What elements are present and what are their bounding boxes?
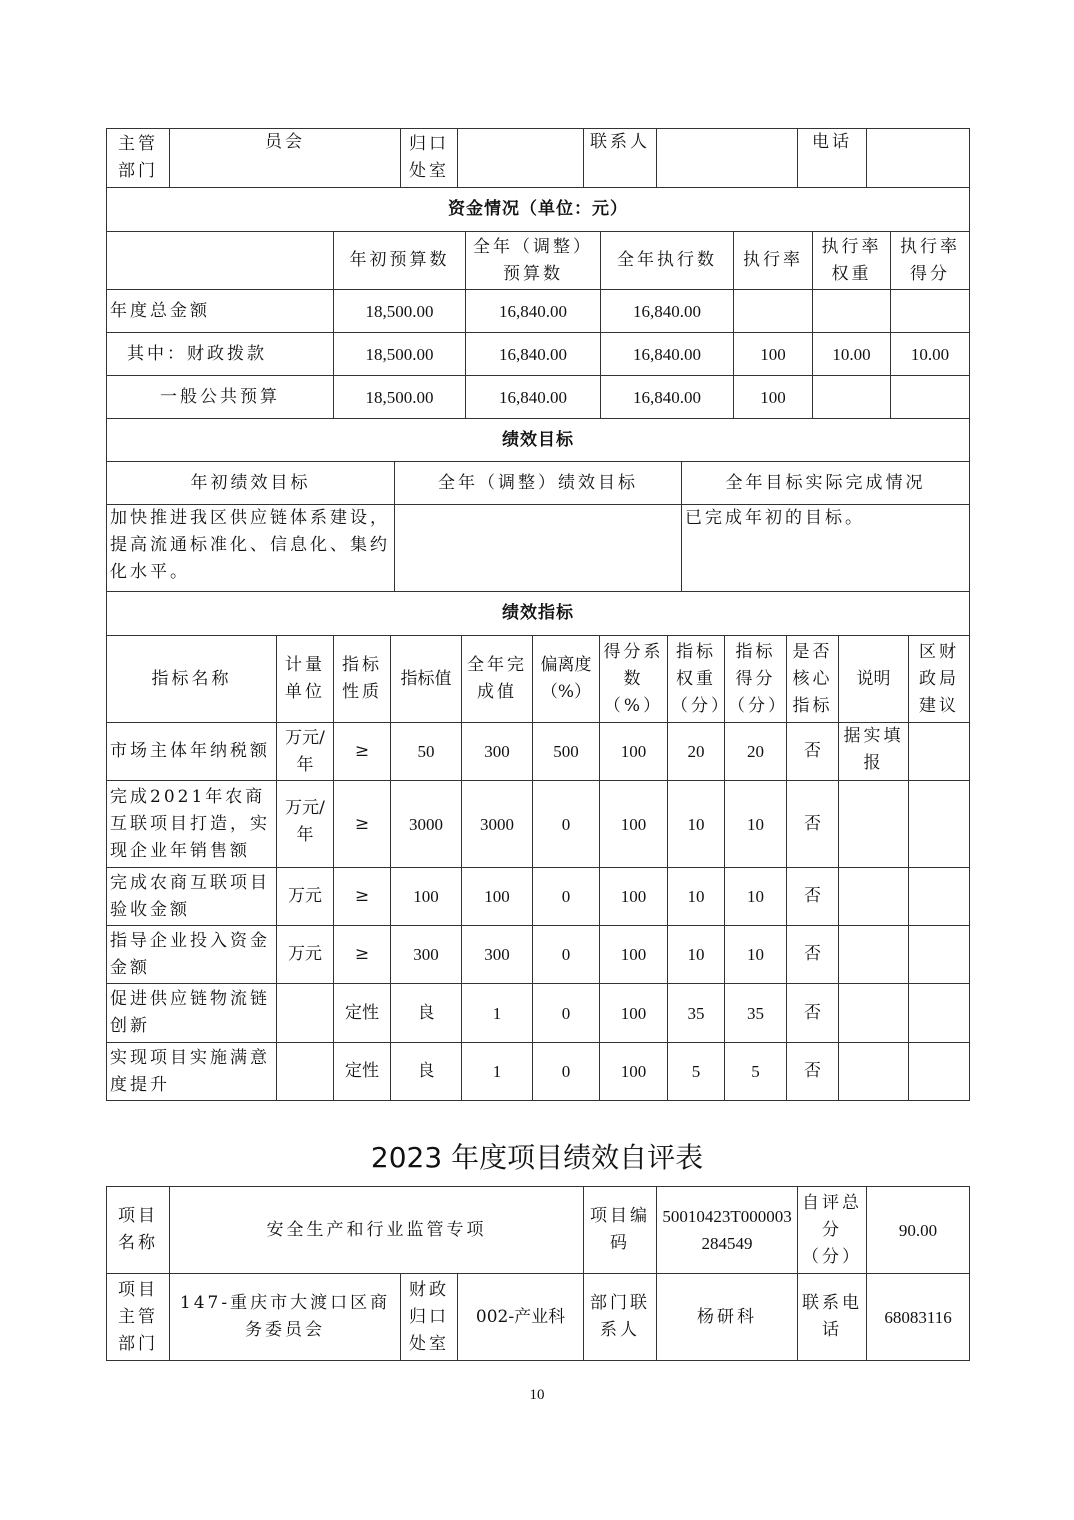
indicator-target: 良 <box>391 1043 462 1101</box>
funds-table <box>106 187 970 419</box>
table-row <box>107 984 970 1043</box>
indicator-core: 否 <box>787 926 839 984</box>
funds-row-fiscal <box>107 333 970 376</box>
indicator-advice <box>909 984 970 1043</box>
funds-row-general <box>107 376 970 419</box>
funds-row-label: 年度总金额 <box>107 290 334 333</box>
funds-cell: 16,840.00 <box>466 290 601 333</box>
indicator-advice <box>909 1043 970 1101</box>
indicator-header: 指标性质 <box>334 636 391 723</box>
goals-table <box>106 418 970 592</box>
indicator-target: 良 <box>391 984 462 1043</box>
indicator-note <box>839 1043 909 1101</box>
indicator-core: 否 <box>787 781 839 868</box>
funds-cell: 10.00 <box>813 333 891 376</box>
project-phone-label: 联系电话 <box>798 1274 867 1361</box>
indicator-header: 指标名称 <box>107 636 277 723</box>
funds-cell: 16,840.00 <box>601 290 734 333</box>
project-contact-label: 部门联系人 <box>584 1274 657 1361</box>
indicators-table <box>106 591 970 1101</box>
indicator-deviation: 0 <box>533 1043 600 1101</box>
indicator-core: 否 <box>787 868 839 926</box>
indicator-nature: 定性 <box>334 984 391 1043</box>
funds-cell: 100 <box>734 333 813 376</box>
goal-actual: 已完成年初的目标。 <box>682 505 970 592</box>
indicator-note <box>839 868 909 926</box>
indicator-deviation: 0 <box>533 781 600 868</box>
indicator-core: 否 <box>787 984 839 1043</box>
indicator-note: 据实填报 <box>839 723 909 781</box>
indicator-actual: 3000 <box>462 781 533 868</box>
project-code-label: 项目编码 <box>584 1187 657 1274</box>
funds-header: 执行率权重 <box>813 232 891 290</box>
indicator-score: 35 <box>725 984 787 1043</box>
funds-section-title: 资金情况（单位：元） <box>107 188 970 232</box>
funds-cell: 18,500.00 <box>334 376 466 419</box>
project-table <box>106 1186 970 1361</box>
indicator-note <box>839 926 909 984</box>
indicator-name: 指导企业投入资金金额 <box>107 926 277 984</box>
indicator-target: 100 <box>391 868 462 926</box>
indicator-nature: ≥ <box>334 781 391 868</box>
funds-cell: 100 <box>734 376 813 419</box>
project-name-value: 安全生产和行业监管专项 <box>170 1187 584 1274</box>
funds-header: 全年执行数 <box>601 232 734 290</box>
indicator-nature: ≥ <box>334 868 391 926</box>
funds-cell <box>813 290 891 333</box>
goal-adjusted <box>395 505 682 592</box>
funds-cell <box>891 376 970 419</box>
indicator-weight: 10 <box>668 926 725 984</box>
funds-cell: 16,840.00 <box>466 333 601 376</box>
page-number: 10 <box>529 1387 545 1403</box>
indicator-target: 50 <box>391 723 462 781</box>
table-row <box>107 723 970 781</box>
goals-header: 全年目标实际完成情况 <box>682 462 970 505</box>
project-office-value: 002-产业科 <box>458 1274 584 1361</box>
indicator-unit: 万元 <box>277 868 334 926</box>
funds-cell: 16,840.00 <box>601 376 734 419</box>
funds-cell: 18,500.00 <box>334 290 466 333</box>
indicator-nature: ≥ <box>334 723 391 781</box>
indicator-header: 指标值 <box>391 636 462 723</box>
indicators-section-title: 绩效指标 <box>107 592 970 636</box>
project-contact-value: 杨研科 <box>657 1274 798 1361</box>
goals-header: 全年（调整）绩效目标 <box>395 462 682 505</box>
indicator-weight: 20 <box>668 723 725 781</box>
funds-header: 全年（调整）预算数 <box>466 232 601 290</box>
indicator-note <box>839 984 909 1043</box>
indicator-advice <box>909 926 970 984</box>
indicator-advice <box>909 781 970 868</box>
indicator-deviation: 500 <box>533 723 600 781</box>
indicator-score: 10 <box>725 868 787 926</box>
phone-label: 电话 <box>798 129 867 188</box>
indicator-header: 计量单位 <box>277 636 334 723</box>
funds-row-label: 其中：财政拨款 <box>107 333 334 376</box>
indicator-header: 区财政局建议 <box>909 636 970 723</box>
project-dept-value: 147-重庆市大渡口区商务委员会 <box>170 1274 401 1361</box>
indicator-weight: 35 <box>668 984 725 1043</box>
indicator-header: 是否核心指标 <box>787 636 839 723</box>
indicator-name: 实现项目实施满意度提升 <box>107 1043 277 1101</box>
goals-header: 年初绩效目标 <box>107 462 395 505</box>
indicator-unit: 万元 <box>277 926 334 984</box>
indicator-coef: 100 <box>600 984 668 1043</box>
indicator-deviation: 0 <box>533 984 600 1043</box>
project-office-label: 财政归口处室 <box>401 1274 458 1361</box>
indicator-header: 说明 <box>839 636 909 723</box>
funds-header: 执行率 <box>734 232 813 290</box>
contact-label: 联系人 <box>584 129 657 188</box>
indicator-score: 10 <box>725 781 787 868</box>
indicator-nature: 定性 <box>334 1043 391 1101</box>
indicator-name: 市场主体年纳税额 <box>107 723 277 781</box>
indicator-unit <box>277 1043 334 1101</box>
office-label: 归口处室 <box>401 129 458 188</box>
indicator-advice <box>909 723 970 781</box>
project-dept-label: 项目主管部门 <box>107 1274 170 1361</box>
project-code-value: 50010423T000003284549 <box>657 1187 798 1274</box>
indicator-note <box>839 781 909 868</box>
table-row <box>107 781 970 868</box>
indicator-core: 否 <box>787 723 839 781</box>
indicator-header: 偏离度（%） <box>533 636 600 723</box>
indicator-target: 3000 <box>391 781 462 868</box>
indicator-coef: 100 <box>600 926 668 984</box>
project-score-value: 90.00 <box>867 1187 970 1274</box>
contact-value <box>657 129 798 188</box>
indicator-actual: 300 <box>462 723 533 781</box>
indicator-weight: 10 <box>668 781 725 868</box>
indicator-coef: 100 <box>600 781 668 868</box>
funds-cell <box>734 290 813 333</box>
funds-header: 执行率得分 <box>891 232 970 290</box>
top-info-table <box>106 128 970 188</box>
indicator-deviation: 0 <box>533 926 600 984</box>
indicator-weight: 5 <box>668 1043 725 1101</box>
indicator-nature: ≥ <box>334 926 391 984</box>
indicator-deviation: 0 <box>533 868 600 926</box>
indicator-actual: 300 <box>462 926 533 984</box>
indicator-header: 得分系数（%） <box>600 636 668 723</box>
indicator-score: 20 <box>725 723 787 781</box>
phone-value <box>867 129 970 188</box>
table-row <box>107 926 970 984</box>
funds-cell: 16,840.00 <box>601 333 734 376</box>
indicator-score: 10 <box>725 926 787 984</box>
table-row <box>107 868 970 926</box>
indicator-unit: 万元/年 <box>277 781 334 868</box>
funds-cell: 10.00 <box>891 333 970 376</box>
dept-label: 主管部门 <box>107 129 170 188</box>
indicator-coef: 100 <box>600 723 668 781</box>
funds-header-blank <box>107 232 334 290</box>
funds-cell <box>891 290 970 333</box>
funds-cell: 18,500.00 <box>334 333 466 376</box>
indicator-name: 完成2021年农商互联项目打造，实现企业年销售额 <box>107 781 277 868</box>
project-phone-value: 68083116 <box>867 1274 970 1361</box>
project-score-label: 自评总分（分） <box>798 1187 867 1274</box>
indicator-header: 指标权重（分） <box>668 636 725 723</box>
funds-cell <box>813 376 891 419</box>
indicator-actual: 100 <box>462 868 533 926</box>
funds-header: 年初预算数 <box>334 232 466 290</box>
form-title: 2023 年度项目绩效自评表 <box>370 1141 704 1174</box>
indicator-score: 5 <box>725 1043 787 1101</box>
funds-row-total <box>107 290 970 333</box>
goals-section-title: 绩效目标 <box>107 419 970 462</box>
indicator-name: 完成农商互联项目验收金额 <box>107 868 277 926</box>
indicator-actual: 1 <box>462 984 533 1043</box>
indicator-coef: 100 <box>600 868 668 926</box>
project-name-label: 项目名称 <box>107 1187 170 1274</box>
indicator-core: 否 <box>787 1043 839 1101</box>
indicator-unit: 万元/年 <box>277 723 334 781</box>
indicator-name: 促进供应链物流链创新 <box>107 984 277 1043</box>
dept-value: 员会 <box>170 129 401 188</box>
funds-row-label: 一般公共预算 <box>107 376 334 419</box>
indicator-target: 300 <box>391 926 462 984</box>
goal-initial: 加快推进我区供应链体系建设，提高流通标准化、信息化、集约化水平。 <box>107 505 395 592</box>
indicator-weight: 10 <box>668 868 725 926</box>
indicator-advice <box>909 868 970 926</box>
indicator-coef: 100 <box>600 1043 668 1101</box>
office-value <box>458 129 584 188</box>
table-row <box>107 1043 970 1101</box>
indicator-unit <box>277 984 334 1043</box>
indicator-header: 指标得分（分） <box>725 636 787 723</box>
indicator-actual: 1 <box>462 1043 533 1101</box>
funds-cell: 16,840.00 <box>466 376 601 419</box>
indicator-header: 全年完成值 <box>462 636 533 723</box>
